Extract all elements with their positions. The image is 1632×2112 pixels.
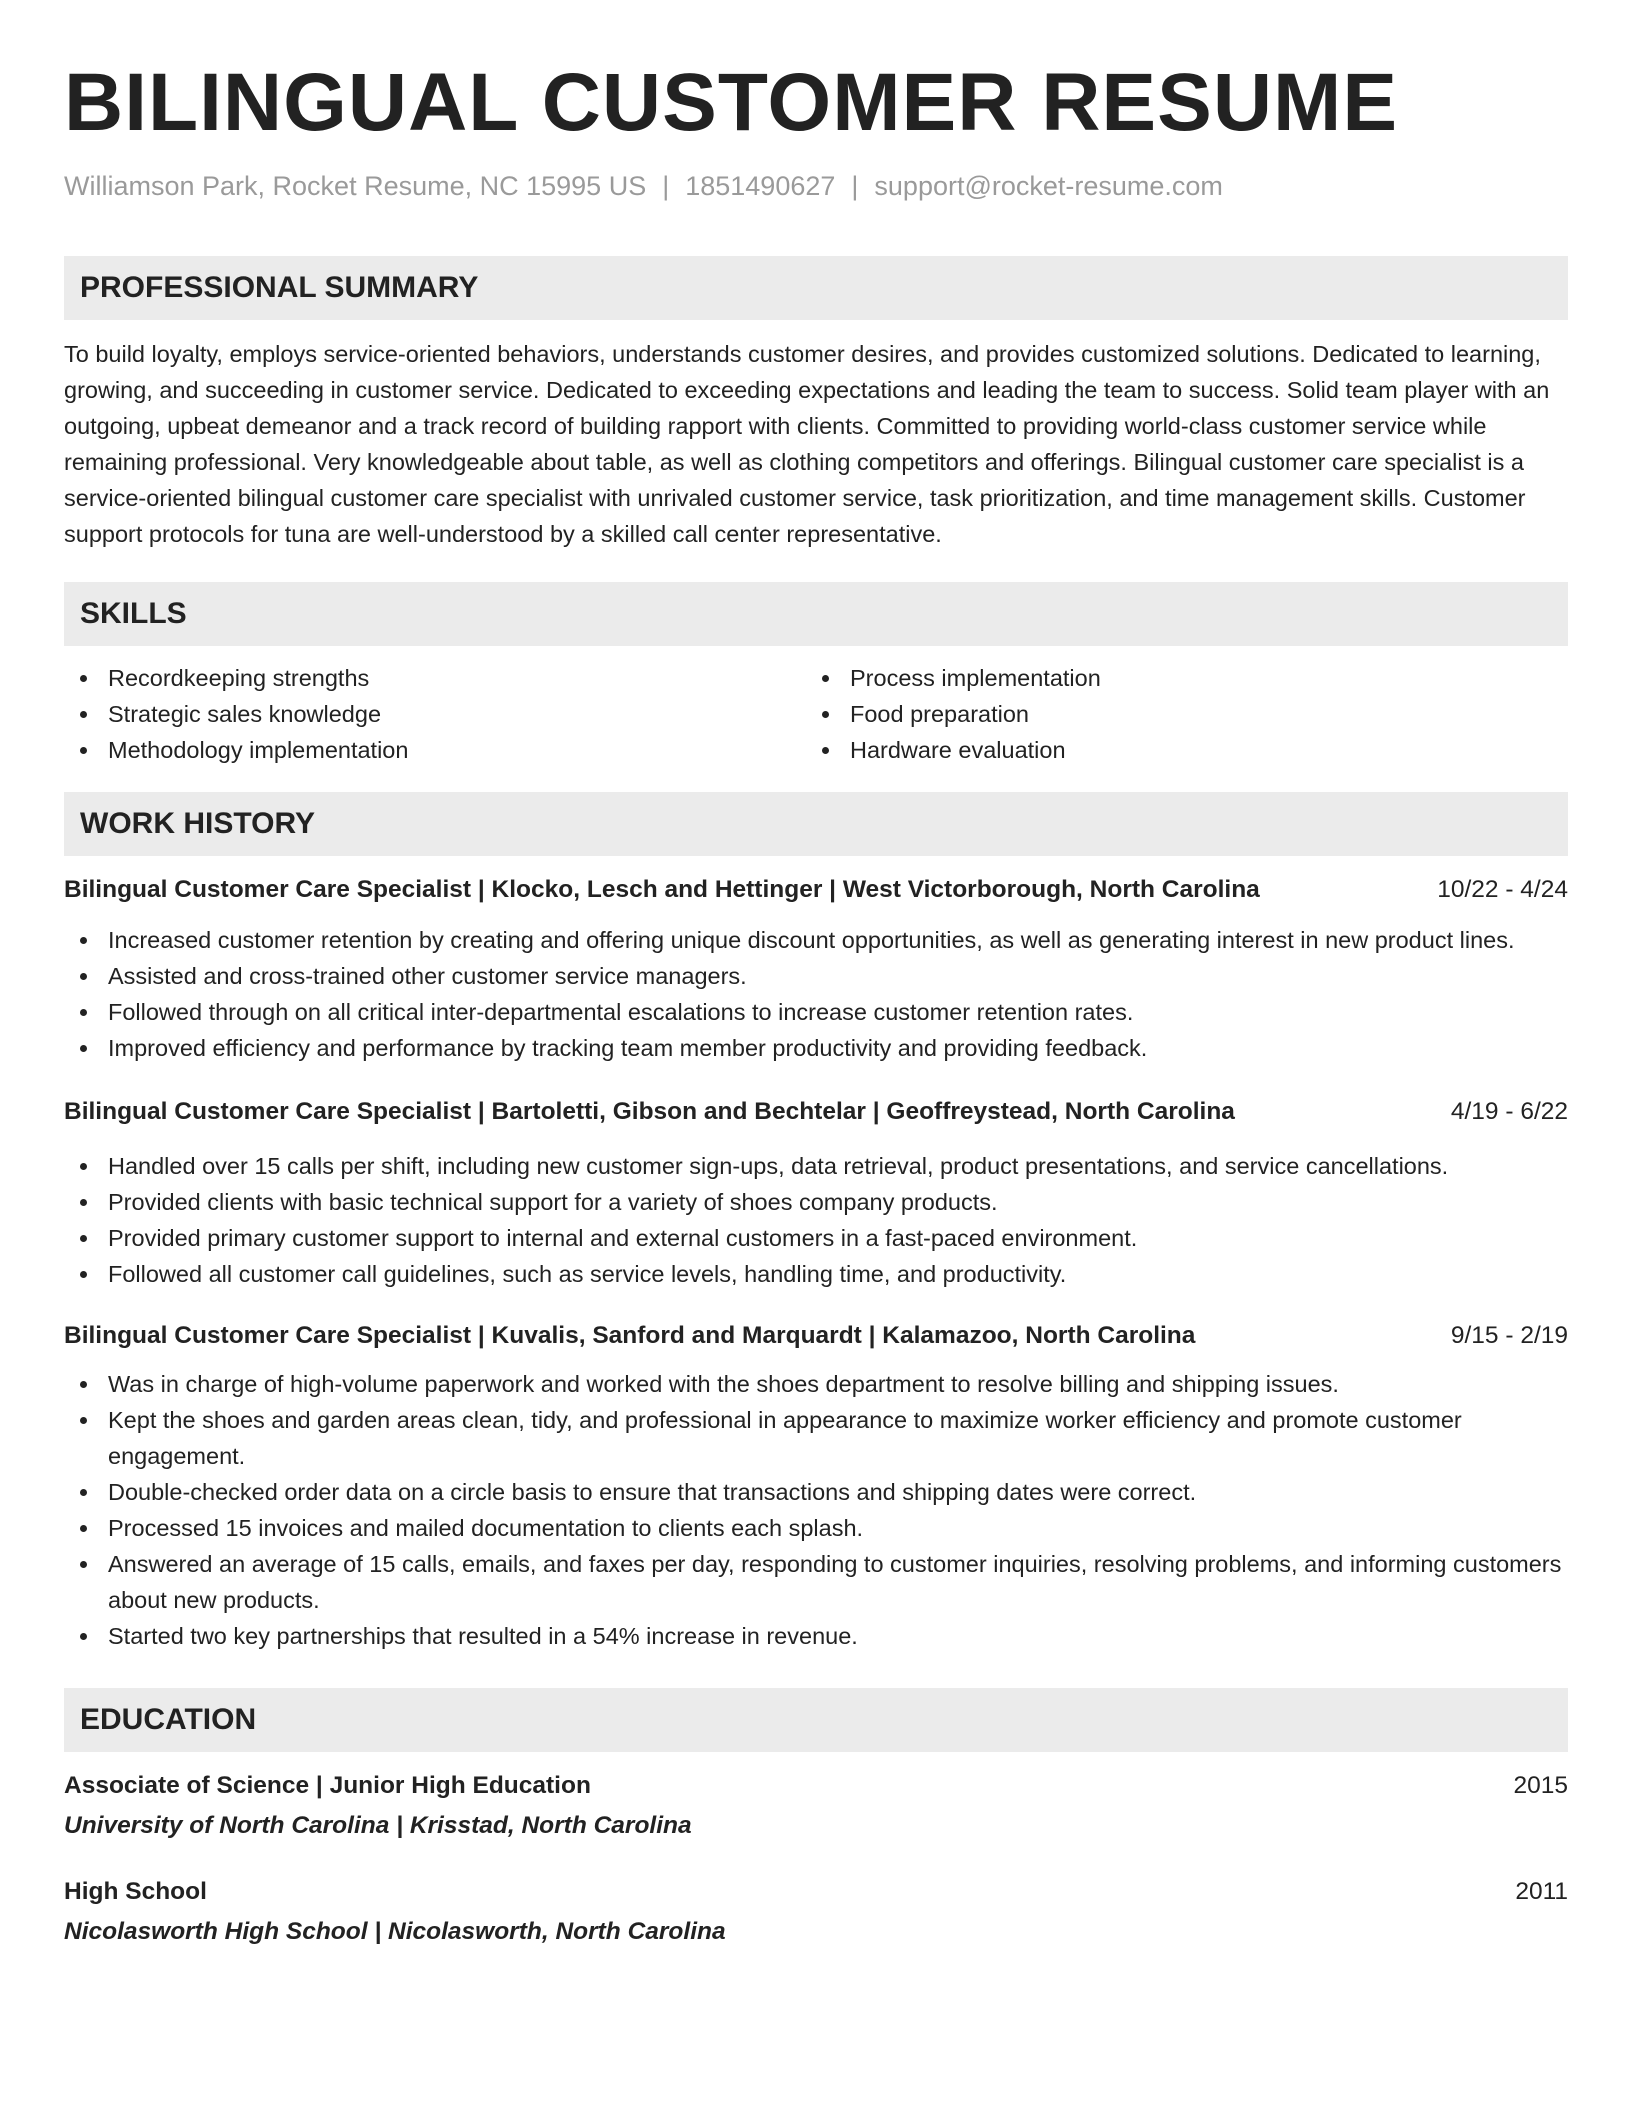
skills-grid [64, 660, 1568, 768]
contact-separator: | [851, 171, 859, 201]
job-bullet: Was in charge of high-volume paperwork and worked with the shoes department to resolve billing and shipping issues. [64, 1366, 1568, 1402]
job-dates: 4/19 - 6/22 [1450, 1098, 1568, 1126]
job-heading [64, 1094, 1568, 1130]
contact-phone: 1851490627 [685, 171, 836, 201]
education-entry [64, 1768, 1568, 1844]
skills-column-right [806, 660, 1548, 768]
job-bullet: Assisted and cross-trained other customer service managers. [64, 958, 1568, 994]
job-bullet: Handled over 15 calls per shift, including new customer sign-ups, data retrieval, product presentations, and service cancellations. [64, 1148, 1568, 1184]
section-header-education: EDUCATION [64, 1688, 1568, 1752]
job-bullet: Provided primary customer support to internal and external customers in a fast-paced environment. [64, 1220, 1568, 1256]
job-entry [64, 1094, 1568, 1292]
skill-item: Strategic sales knowledge [64, 696, 806, 732]
job-bullet: Double-checked order data on a circle basis to ensure that transactions and shipping dates were correct. [64, 1474, 1568, 1510]
section-header-work-history: WORK HISTORY [64, 792, 1568, 856]
job-entry [64, 872, 1568, 1066]
skill-item: Process implementation [806, 660, 1548, 696]
job-bullets [64, 1148, 1568, 1292]
job-title: Bilingual Customer Care Specialist | Kuvalis, Sanford and Marquardt | Kalamazoo, North Carolina [64, 1322, 1196, 1350]
education-degree: Associate of Science | Junior High Education [64, 1772, 591, 1800]
skill-item: Hardware evaluation [806, 732, 1548, 768]
education-year: 2015 [1513, 1772, 1568, 1800]
job-title: Bilingual Customer Care Specialist | Klocko, Lesch and Hettinger | West Victorborough, North Carolina [64, 876, 1260, 904]
skill-item: Food preparation [806, 696, 1548, 732]
skill-item: Recordkeeping strengths [64, 660, 806, 696]
section-header-summary: PROFESSIONAL SUMMARY [64, 256, 1568, 320]
education-degree: High School [64, 1878, 207, 1906]
education-school: Nicolasworth High School | Nicolasworth, North Carolina [64, 1918, 726, 1946]
job-bullet: Followed all customer call guidelines, such as service levels, handling time, and productivity. [64, 1256, 1568, 1292]
education-school: University of North Carolina | Krisstad, North Carolina [64, 1812, 692, 1840]
education-heading [64, 1768, 1568, 1804]
section-header-skills: SKILLS [64, 582, 1568, 646]
contact-line [64, 170, 1568, 202]
education-year: 2011 [1515, 1878, 1568, 1906]
resume-title: BILINGUAL CUSTOMER RESUME [64, 57, 1399, 148]
contact-email: support@rocket-resume.com [874, 171, 1223, 201]
education-heading [64, 1874, 1568, 1910]
job-bullet: Provided clients with basic technical support for a variety of shoes company products. [64, 1184, 1568, 1220]
job-bullet: Increased customer retention by creating and offering unique discount opportunities, as well as generating interest in new product lines. [64, 922, 1568, 958]
job-dates: 10/22 - 4/24 [1437, 876, 1568, 904]
job-heading [64, 872, 1568, 908]
contact-separator: | [662, 171, 670, 201]
job-bullets [64, 922, 1568, 1066]
skill-item: Methodology implementation [64, 732, 806, 768]
job-bullet: Processed 15 invoices and mailed documentation to clients each splash. [64, 1510, 1568, 1546]
education-entry [64, 1874, 1568, 1950]
job-bullet: Started two key partnerships that resulted in a 54% increase in revenue. [64, 1618, 1568, 1654]
job-bullet: Improved efficiency and performance by tracking team member productivity and providing feedback. [64, 1030, 1568, 1066]
job-heading [64, 1318, 1568, 1354]
job-bullet: Answered an average of 15 calls, emails, and faxes per day, responding to customer inquiries, resolving problems, and informing customers about new products. [64, 1546, 1568, 1618]
job-bullet: Kept the shoes and garden areas clean, tidy, and professional in appearance to maximize worker efficiency and promote customer engagement. [64, 1402, 1568, 1474]
job-bullets [64, 1366, 1568, 1654]
job-title: Bilingual Customer Care Specialist | Bartoletti, Gibson and Bechtelar | Geoffreystead, North Carolina [64, 1098, 1235, 1126]
summary-text: To build loyalty, employs service-oriented behaviors, understands customer desires, and provides customized solutions. Dedicated to learning, growing, and succeeding in customer service. Dedicated to exceeding expectations and leading the team to success. Solid team player with an outgoing, upbeat demeanor and a track record of building rapport with clients. Committed to providing world-class customer service while remaining professional. Very knowledgeable about table, as well as clothing competitors and offerings. Bilingual customer care specialist is a service-oriented bilingual customer care specialist with unrivaled customer service, task prioritization, and time management skills. Customer support protocols for tuna are well-understood by a skilled call center representative. [64, 341, 1550, 548]
skills-column-left [64, 660, 806, 768]
job-bullet: Followed through on all critical inter-departmental escalations to increase customer retention rates. [64, 994, 1568, 1030]
contact-address: Williamson Park, Rocket Resume, NC 15995 US [64, 171, 647, 201]
job-entry [64, 1318, 1568, 1654]
job-dates: 9/15 - 2/19 [1450, 1322, 1568, 1350]
